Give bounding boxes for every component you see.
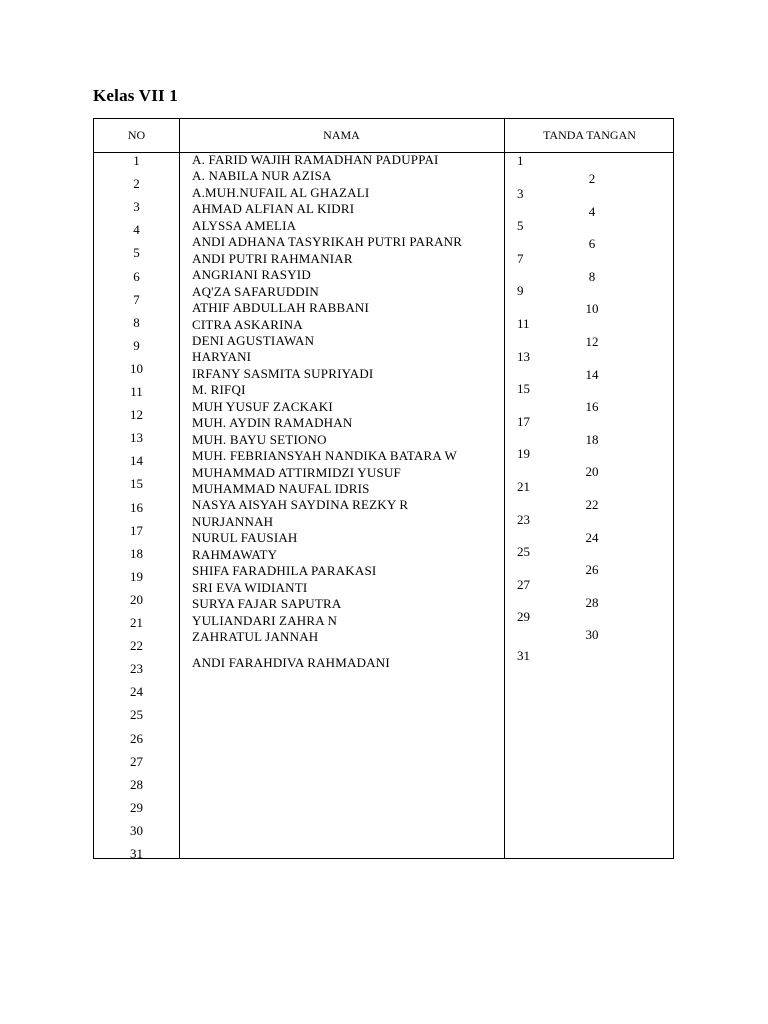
signature-slot: 12 <box>585 334 599 349</box>
student-name: A. NABILA NUR AZISA <box>192 168 332 184</box>
row-number: 7 <box>133 291 140 307</box>
student-name: NURUL FAUSIAH <box>192 530 298 546</box>
student-name: ANGRIANI RASYID <box>192 267 311 283</box>
student-name: ANDI PUTRI RAHMANIAR <box>192 250 353 266</box>
student-name: AQ'ZA SAFARUDDIN <box>192 283 320 299</box>
signature-slot: 26 <box>585 562 599 578</box>
row-number: 23 <box>130 661 143 677</box>
signature-slot: 8 <box>588 268 596 284</box>
student-name: MUH YUSUF ZACKAKI <box>192 398 333 414</box>
signature-slot: 10 <box>585 301 599 317</box>
student-name: MUHAMMAD NAUFAL IDRIS <box>192 481 370 496</box>
signature-slot: 19 <box>517 446 530 462</box>
row-number: 13 <box>130 430 143 446</box>
signature-slot: 24 <box>585 529 599 545</box>
row-number: 31 <box>130 846 143 861</box>
signature-slot: 2 <box>588 171 596 186</box>
student-name: MUHAMMAD ATTIRMIDZI YUSUF <box>192 464 401 480</box>
signature-slot: 7 <box>517 250 524 266</box>
student-name: A. FARID WAJIH RAMADHAN PADUPPAI <box>192 152 439 167</box>
student-name: ANDI FARAHDIVA RAHMADANI <box>192 654 390 670</box>
signature-slot: 15 <box>517 381 530 397</box>
row-number: 20 <box>130 591 143 607</box>
student-name: DENI AGUSTIAWAN <box>192 332 315 348</box>
signature-slot: 31 <box>517 648 530 663</box>
student-name: M. RIFQI <box>192 382 246 398</box>
signature-slot: 27 <box>517 576 530 592</box>
row-number: 3 <box>133 199 140 215</box>
signature-slot: 16 <box>585 399 599 415</box>
row-number: 15 <box>130 476 143 492</box>
student-name: MUH. AYDIN RAMADHAN <box>192 415 353 431</box>
row-number: 17 <box>130 522 143 538</box>
row-number: 16 <box>130 499 143 515</box>
signature-slot: 21 <box>517 479 530 494</box>
student-name: SHIFA FARADHILA PARAKASI <box>192 563 377 579</box>
signature-slot: 22 <box>585 497 599 512</box>
signature-slot: 13 <box>517 348 530 364</box>
signature-slot: 1 <box>517 153 524 168</box>
signature-slot: 29 <box>517 609 530 625</box>
student-name: MUH. FEBRIANSYAH NANDIKA BATARA W <box>192 448 457 464</box>
student-name: CITRA ASKARINA <box>192 316 303 332</box>
student-name: MUH. BAYU SETIONO <box>192 431 327 447</box>
signature-slot: 23 <box>517 511 530 527</box>
signature-slot: 6 <box>588 236 596 252</box>
row-number: 9 <box>133 337 140 353</box>
row-number: 28 <box>130 776 143 792</box>
column-divider-nama <box>504 119 505 858</box>
student-name: ATHIF ABDULLAH RABBANI <box>192 300 370 316</box>
header-nama: NAMA <box>323 128 360 142</box>
signature-slot: 18 <box>585 431 599 447</box>
row-number: 24 <box>130 684 143 700</box>
student-name: RAHMAWATY <box>192 546 278 562</box>
row-number: 26 <box>130 730 143 746</box>
row-number: 8 <box>133 314 140 330</box>
student-name: SRI EVA WIDIANTI <box>192 579 308 595</box>
row-number: 18 <box>130 545 143 561</box>
student-name: A.MUH.NUFAIL AL GHAZALI <box>192 184 370 200</box>
row-number: 6 <box>133 268 140 284</box>
row-number: 14 <box>130 453 143 469</box>
student-name: ANDI ADHANA TASYRIKAH PUTRI PARANR <box>192 234 463 250</box>
row-number: 11 <box>130 384 143 399</box>
signature-slot: 4 <box>588 203 596 219</box>
signature-slot: 11 <box>517 316 530 331</box>
row-number: 10 <box>130 360 143 376</box>
signature-slot: 20 <box>585 464 599 480</box>
row-number: 2 <box>133 176 140 192</box>
row-number: 25 <box>130 707 143 723</box>
row-number: 19 <box>130 568 143 584</box>
student-name: NASYA AISYAH SAYDINA REZKY R <box>192 497 409 513</box>
header-no: NO <box>127 128 146 142</box>
signature-slot: 25 <box>517 544 530 560</box>
row-number: 21 <box>130 615 143 630</box>
student-name: IRFANY SASMITA SUPRIYADI <box>192 365 374 381</box>
row-number: 12 <box>130 407 143 423</box>
page-title: Kelas VII 1 <box>93 86 179 105</box>
signature-slot: 17 <box>517 413 530 429</box>
signature-slot: 9 <box>517 283 524 299</box>
student-name: AHMAD ALFIAN AL KIDRI <box>192 201 355 217</box>
student-name: HARYANI <box>192 349 252 365</box>
student-name: NURJANNAH <box>192 513 274 529</box>
signature-slot: 28 <box>585 594 599 610</box>
column-divider-no <box>179 119 180 858</box>
signature-slot: 30 <box>585 627 599 643</box>
student-name: ALYSSA AMELIA <box>192 217 297 233</box>
row-number: 4 <box>133 222 140 238</box>
row-number: 5 <box>133 245 140 261</box>
student-name: ZAHRATUL JANNAH <box>192 629 319 645</box>
signature-slot: 5 <box>517 218 524 234</box>
row-number: 30 <box>130 822 143 838</box>
row-number: 22 <box>130 638 143 654</box>
header-tanda-tangan: TANDA TANGAN <box>543 128 636 142</box>
student-name: YULIANDARI ZAHRA N <box>192 612 338 628</box>
attendance-table <box>93 118 674 859</box>
signature-slot: 3 <box>517 185 524 201</box>
signature-slot: 14 <box>585 366 599 382</box>
student-name: SURYA FAJAR SAPUTRA <box>192 596 342 612</box>
row-number: 29 <box>130 799 143 815</box>
row-number: 1 <box>133 153 140 168</box>
row-number: 27 <box>130 753 143 769</box>
